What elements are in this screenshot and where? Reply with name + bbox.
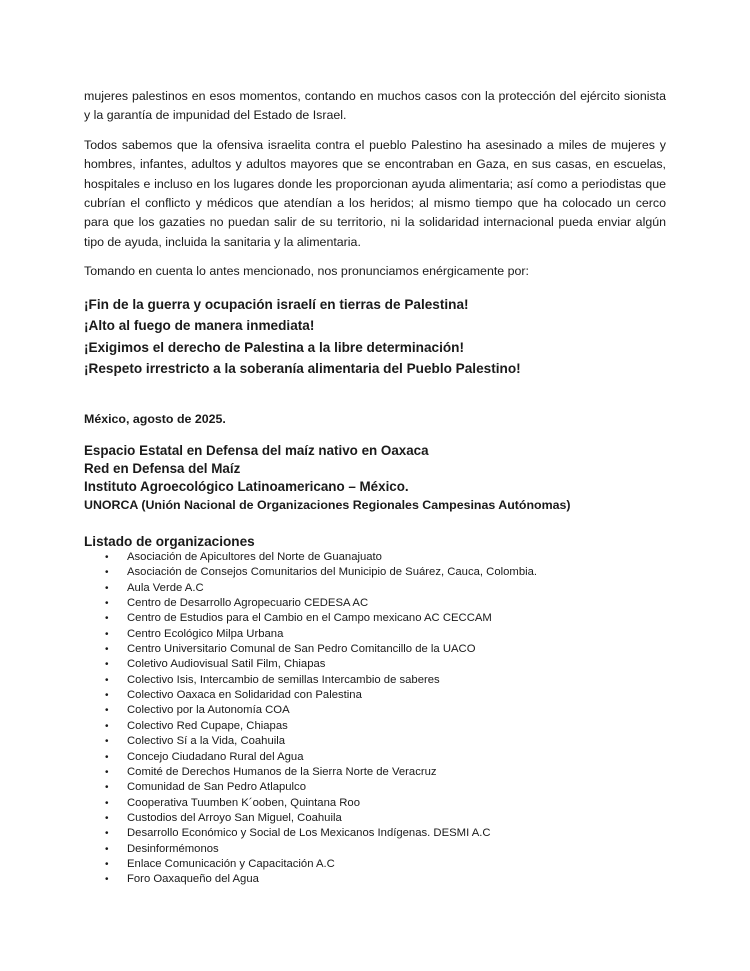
organization-item	[84, 780, 666, 795]
organization-name: Asociación de Apicultores del Norte de Guanajuato	[127, 551, 382, 564]
organization-item	[84, 611, 666, 626]
organization-name: Asociación de Consejos Comunitarios del Municipio de Suárez, Cauca, Colombia.	[127, 566, 538, 579]
organization-item	[84, 565, 666, 580]
bullet-icon: •	[105, 720, 109, 732]
organization-item	[84, 734, 666, 749]
body-paragraph: Todos sabemos que la ofensiva israelita contra el pueblo Palestino ha asesinado a miles de mujeres y hombres, infantes, adultos y adultos mayores que se encontraban en Gaza, en sus casas, en escuelas, hospitales e incluso en los lugares donde les proporcionan ayuda alimentaria; así como a periodistas que cubrían el conflicto y médicos que atendían a los heridos; al mismo tiempo que ha colocado un cerco para que los gazaties no puedan salir de su territorio, ni la solidaridad internacional pueda enviar algún tipo de ayuda, incluida la sanitaria y la alimentaria.	[84, 137, 666, 249]
signatory: Espacio Estatal en Defensa del maíz nativo en Oaxaca	[84, 443, 429, 459]
organization-name: Desinformémonos	[127, 842, 219, 855]
bullet-icon: •	[105, 736, 109, 748]
organization-name: Colectivo Red Cupape, Chiapas	[127, 719, 288, 732]
organization-item	[84, 719, 666, 734]
signatory: Red en Defensa del Maíz	[84, 461, 241, 477]
organization-item	[84, 765, 666, 780]
organization-item	[84, 581, 666, 596]
bullet-icon: •	[105, 858, 109, 870]
organizations-heading: Listado de organizaciones	[84, 534, 255, 550]
organization-item	[84, 688, 666, 703]
organization-item	[84, 673, 666, 688]
organizations-list	[84, 550, 666, 888]
organization-item	[84, 657, 666, 672]
demand-item: ¡Alto al fuego de manera inmediata!	[84, 318, 315, 334]
bullet-icon: •	[105, 613, 109, 625]
bullet-icon: •	[105, 751, 109, 763]
organization-item	[84, 796, 666, 811]
organization-name: Coletivo Audiovisual Satil Film, Chiapas	[127, 658, 326, 671]
organization-name: Comité de Derechos Humanos de la Sierra Norte de Veracruz	[127, 765, 437, 778]
bullet-icon: •	[105, 659, 109, 671]
organization-item	[84, 627, 666, 642]
bullet-icon: •	[105, 674, 109, 686]
organization-name: Colectivo Sí a la Vida, Coahuila	[127, 735, 286, 748]
organization-name: Desarrollo Económico y Social de Los Mexicanos Indígenas. DESMI A.C	[127, 827, 491, 840]
body-paragraph: Tomando en cuenta lo antes mencionado, nos pronunciamos enérgicamente por:	[84, 264, 529, 279]
organization-item	[84, 703, 666, 718]
organization-item	[84, 842, 666, 857]
signatory: UNORCA (Unión Nacional de Organizaciones Regionales Campesinas Autónomas)	[84, 498, 571, 513]
organization-name: Foro Oaxaqueño del Agua	[127, 873, 259, 886]
body-paragraph: mujeres palestinos en esos momentos, contando en muchos casos con la protección del ejército sionista y la garantía de impunidad del Estado de Israel.	[84, 89, 666, 123]
organization-item	[84, 857, 666, 872]
organization-item	[84, 750, 666, 765]
signatories	[84, 442, 666, 514]
organization-item	[84, 811, 666, 826]
demand-item: ¡Respeto irrestricto a la soberanía alimentaria del Pueblo Palestino!	[84, 361, 521, 377]
organization-item	[84, 596, 666, 611]
organization-item	[84, 826, 666, 841]
organization-item	[84, 872, 666, 887]
date-line: México, agosto de 2025.	[84, 412, 226, 427]
bullet-icon: •	[105, 843, 109, 855]
organization-name: Custodios del Arroyo San Miguel, Coahuila	[127, 811, 342, 824]
organization-name: Colectivo Oaxaca en Solidaridad con Palestina	[127, 689, 362, 702]
bullet-icon: •	[105, 552, 109, 564]
bullet-icon: •	[105, 567, 109, 579]
demands-list	[84, 294, 666, 380]
organization-item	[84, 642, 666, 657]
organization-name: Colectivo por la Autonomía COA	[127, 704, 290, 717]
bullet-icon: •	[105, 582, 109, 594]
signatory: Instituto Agroecológico Latinoamericano – México.	[84, 479, 409, 495]
document-page	[84, 87, 666, 888]
organization-name: Centro de Estudios para el Cambio en el Campo mexicano AC CECCAM	[127, 612, 492, 625]
organization-name: Centro de Desarrollo Agropecuario CEDESA AC	[127, 597, 369, 610]
bullet-icon: •	[105, 644, 109, 656]
organization-name: Concejo Ciudadano Rural del Agua	[127, 750, 304, 763]
demand-item: ¡Fin de la guerra y ocupación israelí en tierras de Palestina!	[84, 296, 469, 312]
bullet-icon: •	[105, 766, 109, 778]
bullet-icon: •	[105, 812, 109, 824]
bullet-icon: •	[105, 705, 109, 717]
bullet-icon: •	[105, 598, 109, 610]
organization-name: Colectivo Isis, Intercambio de semillas Intercambio de saberes	[127, 673, 440, 686]
bullet-icon: •	[105, 628, 109, 640]
demand-item: ¡Exigimos el derecho de Palestina a la libre determinación!	[84, 339, 464, 355]
bullet-icon: •	[105, 874, 109, 886]
bullet-icon: •	[105, 782, 109, 794]
organization-name: Centro Universitario Comunal de San Pedro Comitancillo de la UACO	[127, 643, 476, 656]
bullet-icon: •	[105, 690, 109, 702]
organization-item	[84, 550, 666, 565]
organization-name: Centro Ecológico Milpa Urbana	[127, 627, 284, 640]
organization-name: Aula Verde A.C	[127, 581, 204, 594]
bullet-icon: •	[105, 828, 109, 840]
organization-name: Cooperativa Tuumben K´ooben, Quintana Roo	[127, 796, 360, 809]
organization-name: Enlace Comunicación y Capacitación A.C	[127, 857, 335, 870]
bullet-icon: •	[105, 797, 109, 809]
organization-name: Comunidad de San Pedro Atlapulco	[127, 781, 306, 794]
